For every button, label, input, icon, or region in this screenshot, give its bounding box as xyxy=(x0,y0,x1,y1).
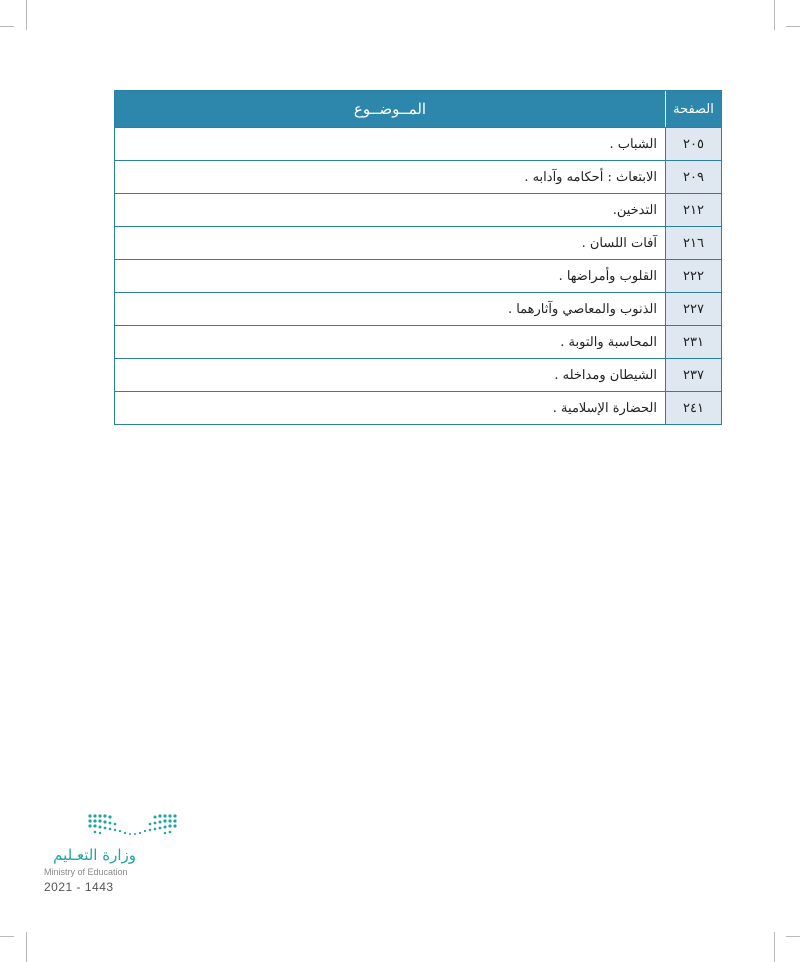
toc-topic: المحاسبة والتوبة . xyxy=(560,334,657,350)
toc-page-number: ٢١٦ xyxy=(665,227,721,259)
toc-row xyxy=(115,127,721,160)
toc-topic: الشباب . xyxy=(609,136,657,152)
table-of-contents xyxy=(114,90,722,425)
toc-topic: الحضارة الإسلامية . xyxy=(552,400,657,416)
ministry-logo-dots-icon xyxy=(88,812,180,842)
toc-page-number: ٢٣١ xyxy=(665,326,721,358)
crop-mark xyxy=(786,26,800,27)
toc-page-number: ٢٢٧ xyxy=(665,293,721,325)
ministry-logo xyxy=(44,812,184,902)
crop-mark xyxy=(786,936,800,937)
crop-mark xyxy=(774,932,775,962)
edition-year: 2021 - 1443 xyxy=(44,880,114,894)
toc-topic: التدخين. xyxy=(612,202,657,218)
toc-header-row xyxy=(115,91,721,127)
toc-row xyxy=(115,358,721,391)
toc-topic: آفات اللسان . xyxy=(581,235,657,251)
toc-page-number: ٢١٢ xyxy=(665,194,721,226)
toc-topic: القلوب وأمراضها . xyxy=(558,268,657,284)
toc-row xyxy=(115,193,721,226)
page-column-header: الصفحة xyxy=(665,91,721,127)
toc-page-number: ٢٣٧ xyxy=(665,359,721,391)
toc-row xyxy=(115,226,721,259)
toc-row xyxy=(115,160,721,193)
crop-mark xyxy=(0,26,14,27)
topic-column-header: المــوضــوع xyxy=(353,100,427,118)
toc-page-number: ٢٢٢ xyxy=(665,260,721,292)
crop-mark xyxy=(0,936,14,937)
toc-topic: الابتعاث : أحكامه وآدابه . xyxy=(524,169,657,185)
crop-mark xyxy=(774,0,775,30)
toc-body xyxy=(115,127,721,424)
toc-topic: الذنوب والمعاصي وآثارهما . xyxy=(507,301,657,317)
toc-row xyxy=(115,391,721,424)
crop-mark xyxy=(26,932,27,962)
ministry-name-english: Ministry of Education xyxy=(44,867,128,877)
toc-row xyxy=(115,259,721,292)
ministry-name-arabic: وزارة التعـليم xyxy=(53,846,136,864)
toc-page-number: ٢٠٥ xyxy=(665,128,721,160)
toc-row xyxy=(115,292,721,325)
toc-row xyxy=(115,325,721,358)
toc-topic: الشيطان ومداخله . xyxy=(554,367,657,383)
toc-page-number: ٢٠٩ xyxy=(665,161,721,193)
crop-mark xyxy=(26,0,27,30)
toc-page-number: ٢٤١ xyxy=(665,392,721,424)
